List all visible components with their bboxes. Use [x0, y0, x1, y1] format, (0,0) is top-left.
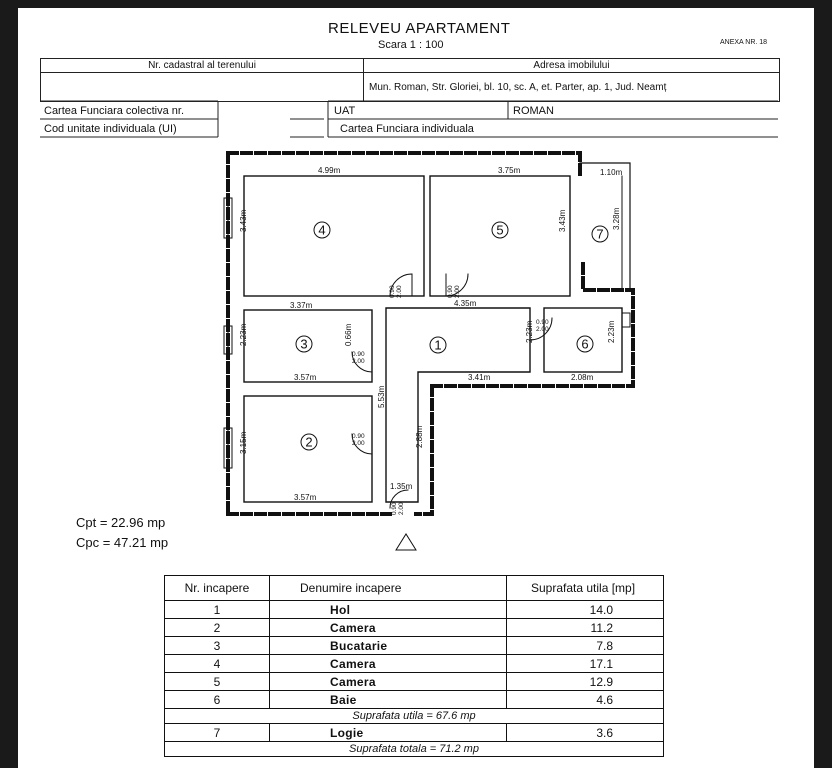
dimension-label: 3.41m — [468, 373, 491, 382]
room-1-outline — [386, 308, 530, 502]
perimeter-cpc: Cpc = 47.21 mp — [76, 535, 169, 550]
col-header-name: Denumire incapere — [270, 576, 507, 601]
cf-collective-label: Cartea Funciara colectiva nr. — [44, 105, 185, 117]
table-row — [165, 655, 664, 673]
row-name: Hol — [270, 601, 507, 619]
dimension-label: 2.23m — [607, 320, 616, 343]
row-area: 7.8 — [507, 637, 664, 655]
rooms-table — [164, 575, 664, 757]
dimension-label: 3.57m — [294, 493, 317, 502]
dimension-label: 2.23m — [525, 320, 534, 343]
floor-plan — [18, 8, 814, 568]
table-row — [165, 673, 664, 691]
table-row — [165, 601, 664, 619]
table-row — [165, 724, 664, 742]
dimension-label: 2.08m — [571, 373, 594, 382]
row-name: Camera — [270, 655, 507, 673]
row-name: Camera — [270, 673, 507, 691]
windows — [224, 198, 630, 468]
door-dimension-label: 0.90 2.00 — [352, 433, 365, 447]
row-area: 14.0 — [507, 601, 664, 619]
dimension-label: 2.88m — [415, 425, 424, 448]
table-row — [165, 637, 664, 655]
room-number: 3 — [300, 336, 308, 352]
north-arrow-icon — [396, 534, 416, 550]
table-row — [165, 691, 664, 709]
col-header-nr: Nr. incapere — [165, 576, 270, 601]
table-header-row — [165, 576, 664, 601]
uat-value: ROMAN — [513, 105, 554, 117]
row-area: 11.2 — [507, 619, 664, 637]
document-sheet — [18, 8, 814, 768]
dimension-label: 3.15m — [239, 431, 248, 454]
perimeter-cpt: Cpt = 22.96 mp — [76, 515, 166, 530]
row-area: 12.9 — [507, 673, 664, 691]
total-row — [165, 742, 664, 757]
row-area: 17.1 — [507, 655, 664, 673]
dimension-label: 0.66m — [344, 323, 353, 346]
dimension-label: 1.10m — [600, 168, 623, 177]
row-name: Bucatarie — [270, 637, 507, 655]
row-name: Logie — [270, 724, 507, 742]
row-area: 3.6 — [507, 724, 664, 742]
row-area: 4.6 — [507, 691, 664, 709]
ui-label: Cod unitate individuala (UI) — [44, 123, 177, 135]
row-name: Camera — [270, 619, 507, 637]
door-dimension-label: 0.902.00 — [447, 285, 461, 298]
row-nr: 3 — [165, 637, 270, 655]
scale-label: Scara 1 : 100 — [378, 39, 444, 51]
uat-label: UAT — [334, 105, 356, 117]
row-nr: 1 — [165, 601, 270, 619]
row-nr: 4 — [165, 655, 270, 673]
dimension-label: 4.35m — [454, 299, 477, 308]
dimension-label: 2.23m — [239, 323, 248, 346]
address-label: Adresa imobilului — [364, 59, 780, 73]
room-number: 5 — [496, 222, 504, 238]
door-dimension-label: 0.90 2.00 — [536, 319, 549, 333]
room-number: 7 — [596, 226, 604, 242]
dimension-label: 3.43m — [239, 209, 248, 232]
row-name: Baie — [270, 691, 507, 709]
door-dimension-label: 0.902.00 — [389, 285, 403, 298]
cf-individual-label: Cartea Funciara individuala — [340, 123, 474, 135]
row-nr: 5 — [165, 673, 270, 691]
annex-label: ANEXA NR. 18 — [720, 39, 768, 46]
col-header-area: Suprafata utila [mp] — [507, 576, 664, 601]
total-text: Suprafata totala = 71.2 mp — [165, 742, 664, 757]
row-nr: 2 — [165, 619, 270, 637]
door-dimension-label: 0.90 2.00 — [352, 351, 365, 365]
cadastral-label: Nr. cadastral al terenului — [41, 59, 364, 73]
dimension-label: 3.37m — [290, 301, 313, 310]
door-dimension-label: 0.902.00 — [391, 502, 405, 515]
dimension-label: 3.75m — [498, 166, 521, 175]
document-title: RELEVEU APARTAMENT — [328, 20, 511, 37]
room-number: 4 — [318, 222, 326, 238]
room-number: 1 — [434, 337, 442, 353]
row-nr: 7 — [165, 724, 270, 742]
dimension-label: 1.35m — [390, 482, 413, 491]
room-4-outline — [244, 176, 424, 296]
dimension-label: 5.53m — [377, 385, 386, 408]
room-number: 6 — [581, 336, 589, 352]
subtotal-text: Suprafata utila = 67.6 mp — [165, 709, 664, 724]
row-nr: 6 — [165, 691, 270, 709]
subtotal-row — [165, 709, 664, 724]
room-number: 2 — [305, 434, 313, 450]
dimension-label: 3.57m — [294, 373, 317, 382]
table-row — [165, 619, 664, 637]
dimension-label: 3.43m — [558, 209, 567, 232]
dimension-label: 4.99m — [318, 166, 341, 175]
dimension-label: 3.28m — [612, 207, 621, 230]
outer-wall — [228, 153, 580, 178]
address-value: Mun. Roman, Str. Gloriei, bl. 10, sc. A, et. Parter, ap. 1, Jud. Neamț — [364, 73, 780, 102]
